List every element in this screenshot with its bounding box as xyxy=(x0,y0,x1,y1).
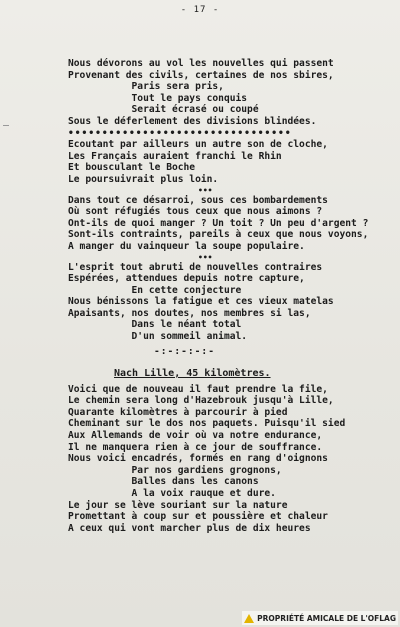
text-line: Le jour se lève souriant sur la nature xyxy=(68,499,288,511)
text-line: Voici que de nouveau il faut prendre la file, xyxy=(68,383,328,395)
text-line: Serait écrasé ou coupé xyxy=(68,104,259,116)
text-line: Cheminant sur le dos nos paquets. Puisqu'il sied xyxy=(68,418,346,430)
text-line: Par nos gardiens grognons, xyxy=(68,464,282,476)
stanza-5 xyxy=(68,384,388,535)
text-line: Le poursuivrait plus loin. xyxy=(68,173,219,185)
section-title: Nach Lille, 45 kilomètres. xyxy=(114,367,271,379)
text-line: Aux Allemands de voir où va notre endurance, xyxy=(68,430,323,442)
warning-icon xyxy=(244,614,254,623)
text-line: Sont-ils contraints, pareils à ceux que nous voyons, xyxy=(68,229,369,241)
text-line: Provenant des civils, certaines de nos sbires, xyxy=(68,69,334,81)
stanza-4 xyxy=(68,262,388,343)
text-line: Ont-ils de quoi manger ? Un toit ? Un peu d'argent ? xyxy=(68,217,369,229)
text-line: Nous voici encadrés, formés en rang d'oignons xyxy=(68,453,328,465)
text-line: L'esprit tout abruti de nouvelles contraires xyxy=(68,261,323,273)
text-line: Ecoutant par ailleurs un autre son de cloche, xyxy=(68,139,328,151)
text-line: Nous dévorons au vol les nouvelles qui passent xyxy=(68,58,334,69)
text-line: En cette conjecture xyxy=(68,284,242,296)
text-line: Il ne manquera rien à ce jour de souffrance. xyxy=(68,441,323,453)
text-line: Paris sera pris, xyxy=(68,81,224,93)
stanza-2 xyxy=(68,139,388,185)
poem-body xyxy=(68,58,388,534)
text-line: Apaisants, nos doutes, nos membres si las, xyxy=(68,307,311,319)
text-line: Tout le pays conquis xyxy=(68,92,248,104)
text-line: Où sont réfugiés tous ceux que nous aimons ? xyxy=(68,206,323,218)
footer-text: PROPRIÉTÉ AMICALE DE L'OFLAG xyxy=(257,613,396,623)
text-line: Et bousculant le Boche xyxy=(68,162,196,174)
text-line: Espérées, attendues depuis notre capture, xyxy=(68,273,305,285)
stanza-separator-1: ••• xyxy=(198,185,213,195)
stanza-separator-2: ••• xyxy=(198,252,213,262)
text-line: Balles dans les canons xyxy=(68,476,259,488)
text-line: A ceux qui vont marcher plus de dix heures xyxy=(68,522,311,534)
text-line: Quarante kilomètres à parcourir à pied xyxy=(68,406,288,418)
page-number: - 17 - xyxy=(180,5,220,15)
text-line: Dans tout ce désarroi, sous ces bombardements xyxy=(68,194,328,206)
text-line: Dans le néant total xyxy=(68,319,242,331)
text-line: A la voix rauque et dure. xyxy=(68,488,276,499)
text-line: Les Français auraient franchi le Rhin xyxy=(68,150,282,162)
stanza-3 xyxy=(68,195,388,253)
text-line: A manger du vainqueur la soupe populaire. xyxy=(68,240,305,252)
margin-mark xyxy=(3,125,9,126)
dash-separator: -:-:-:-:- xyxy=(154,345,215,357)
text-line: Sous le déferlement des divisions blindées. xyxy=(68,115,317,127)
ownership-footer xyxy=(242,611,398,625)
text-line: Nous bénissons la fatigue et ces vieux matelas xyxy=(68,296,334,308)
text-line: Le chemin sera long d'Hazebrouk jusqu'à Lille, xyxy=(68,395,334,407)
stanza-1 xyxy=(68,58,388,128)
text-line: D'un sommeil animal. xyxy=(68,331,248,343)
dotted-separator: ••••••••••••••••••••••••••••••••• xyxy=(68,127,292,139)
text-line: Promettant à coup sur et poussière et chaleur xyxy=(68,511,328,523)
